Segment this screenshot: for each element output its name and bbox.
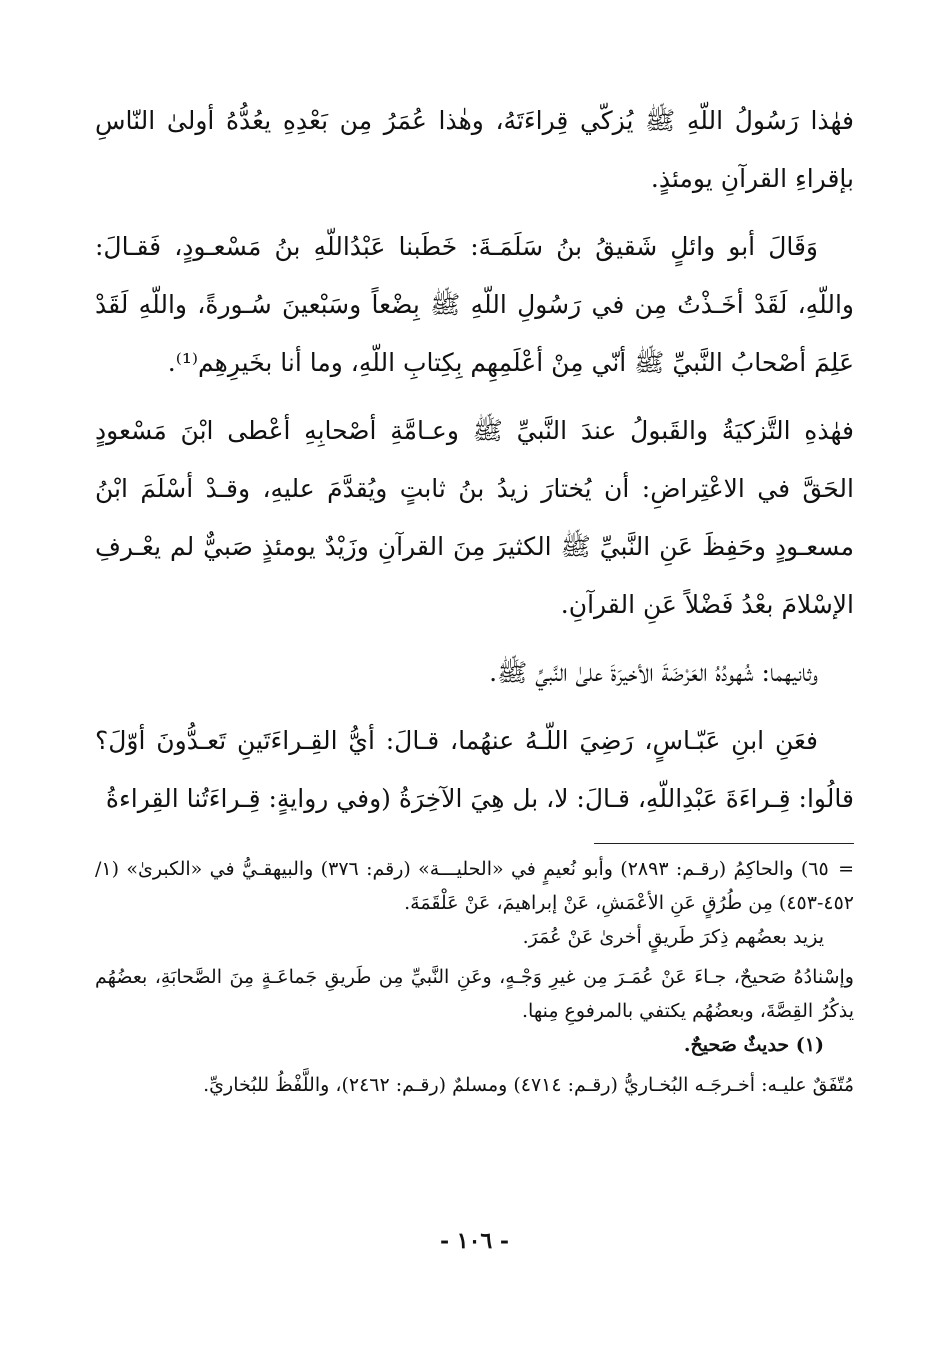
paragraph-4: وثانيهما: شُهودُهُ العَرْضَةَ الأخيرَةَ علىٰ النَّبيِّ ﷺ.: [489, 658, 818, 687]
paragraph-1: فهٰذا رَسُولُ اللّهِ ﷺ يُزكّي قِراءَتَهُ، وهٰذا عُمَرُ مِن بَعْدِهِ يعُدُّهُ أولىٰ النّاسِ بإقراءِ القرآنِ يومئذٍ.: [95, 106, 854, 193]
paragraph-2: وَقَالَ أبو وائلٍ شَقيقُ بنُ سَلَمَـةَ: خَطَبنا عَبْدُاللّهِ بنُ مَسْعـودٍ، فَقـالَ: واللّهِ، لَقَدْ أخَـذْتُ مِن في رَسُولِ اللّهِ ﷺ بِضْعاً وسَبْعينَ سُـورةً، واللّهِ لَقَدْ عَلِمَ أصْحابُ النَّبيِّ ﷺ أنّي مِنْ أعْلَمِهِم بِكِتابِ اللّهِ، وما أنا بخَيرِهِم⁽¹⁾.: [95, 232, 854, 377]
footnote-sources: ٦٥) والحاكِمُ (رقـم: ٢٨٩٣) وأبو نُعيمٍ في «الحليـــة» (رقم: ٣٧٦) والبيهقـيُّ في «الكبرىٰ» (١/ ٤٥٢-٤٥٣) مِن طُرُقٍ عَنِ الأعْمَشِ، عَنْ إبراهيمَ، عَنْ عَلْقَمَةَ.: [95, 858, 854, 914]
footnotes: [95, 852, 854, 1102]
main-text: [95, 92, 854, 838]
paragraph-5: فعَنِ ابنِ عَبّـاسٍ، رَضِيَ اللّـهُ عنهُما، قـالَ: أيُّ القِـراءَتَينِ تَعـدُّونَ أوّلَ؟ قالُوا: قِـراءَةَ عَبْدِاللّهِ، قـالَ: لا، بل هِيَ الآخِرَةُ (وفي روايةٍ: قِـراءَتُنا القِراءةُ: [95, 726, 854, 813]
footnote-note: يزيد بعضُهم ذِكرَ طَريقٍ أخرىٰ عَنْ عُمَرَ.: [522, 926, 824, 948]
footnote-1-body: مُتّفَقٌ عليـه: أخـرجَـه البُخـاريُّ (رقـم: ٤٧١٤) ومسلمٌ (رقـم: ٢٤٦٢)، واللَّفْظُ للبُخاريِّ.: [203, 1074, 854, 1096]
footnote-1-heading: (١) حديثٌ صَحيحٌ.: [683, 1034, 824, 1056]
footnote-continuation: [95, 852, 854, 920]
page-number: - ١٠٦ -: [439, 1228, 510, 1254]
continuation-marker: =: [838, 858, 854, 880]
footnote-separator: [594, 843, 854, 844]
paragraph-3: فهٰذهِ التَّزكيَةُ والقَبولُ عندَ النَّبيِّ ﷺ وعـامَّةِ أصْحابِهِ أعْطى ابْنَ مَسْعودٍ الحَقَّ في الاعْتِراضِ: أن يُختارَ زيدُ بنُ ثابتٍ ويُقدَّمَ عليهِ، وقـدْ أسْلَمَ ابْنُ مسعـودٍ وحَفِظَ عَنِ النَّبيِّ ﷺ الكثيرَ مِنَ القرآنِ وزَيْدٌ يومئذٍ صَبيٌّ لم يعْـرفِ الإسْلامَ بعْدُ فَضْلاً عَنِ القرآنِ.: [95, 416, 854, 619]
footnote-isnad: وإسْنادُهُ صَحيحٌ، جـاءَ عَنْ عُمَـرَ مِن غيرِ وَجْـهٍ، وعَنِ النَّبيِّ مِن طَريقِ جَماعَـةٍ مِنَ الصَّحابَةِ، بعضُهُم يذكُرُ القِصَّةَ، وبعضُهُم يكتفي بالمرفوعِ مِنها.: [95, 966, 854, 1022]
